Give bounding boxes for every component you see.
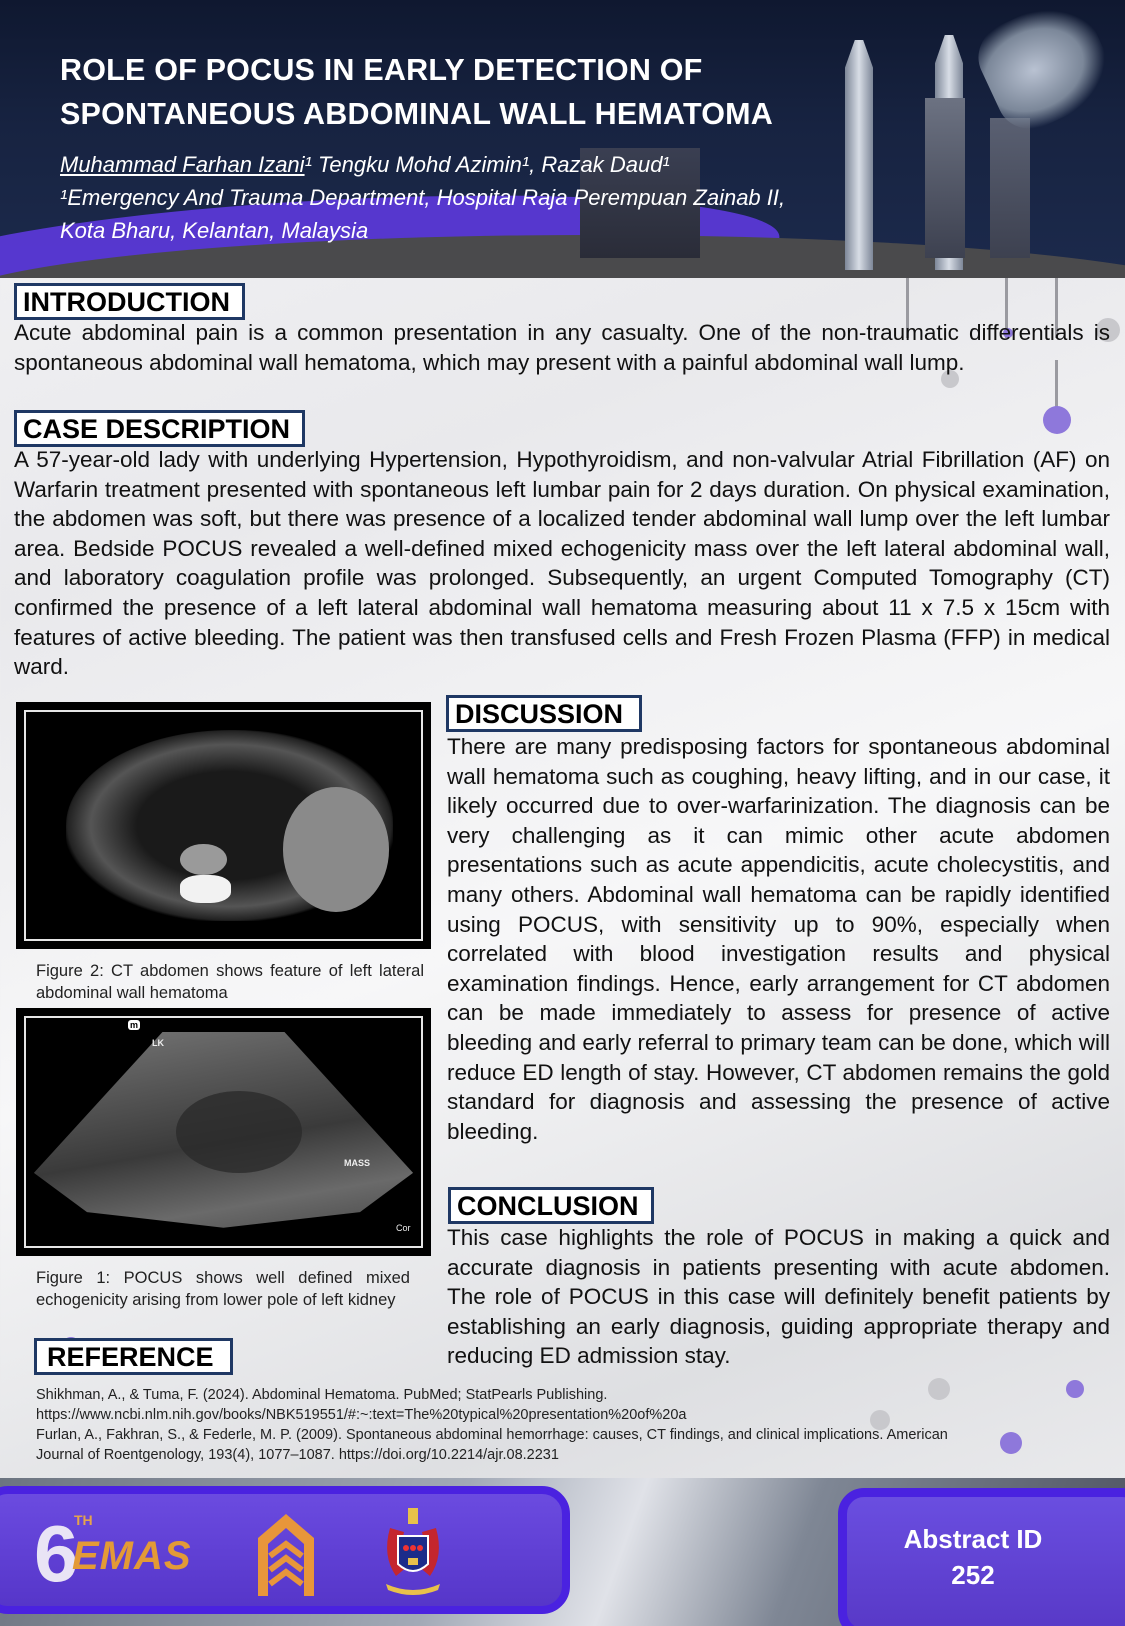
- discussion-text: There are many predisposing factors for spontaneous abdominal wall hematoma such as coughing, heavy lifting, and in our case, it likely occurred due to over-warfarinization. The diagnosis can be very challenging as it can mimic other acute abdomen presentations such as acute appendicitis, acute cholecystitis, and many others. Abdominal wall hematoma can be rapidly identified using POCUS, with sensitivity up to 90%, especially when correlated with blood investigation results and physical examination findings. Hence, early arrangement for CT abdomen can be made immediately to assess for presence of active bleeding and early referral to primary team can be done, which will reduce ED length of stay. However, CT abdomen remains the gold standard for diagnosis and assessing the presence of active bleeding.: [447, 734, 1110, 1144]
- reference-item: Furlan, A., Fakhran, S., & Federle, M. P. (2009). Spontaneous abdominal hemorrhage: causes, CT findings, and clinical implications. American: [36, 1427, 948, 1443]
- ct-abdomen-image: [16, 702, 431, 949]
- title-line-2: SPONTANEOUS ABDOMINAL WALL HEMATOMA: [60, 97, 774, 131]
- figure-1-caption: Figure 1: POCUS shows well defined mixed echogenicity arising from lower pole of left kidney: [36, 1269, 410, 1309]
- city-building: [925, 98, 965, 258]
- emas-logo-superscript: TH: [74, 1512, 93, 1528]
- mass-label: MASS: [344, 1158, 371, 1168]
- introduction-heading: INTRODUCTION: [14, 283, 245, 320]
- poster-footer: [0, 1478, 1125, 1626]
- reference-item: Journal of Roentgenology, 193(4), 1077–1087. https://doi.org/10.2214/ajr.08.2231: [36, 1447, 559, 1463]
- co-authors: Tengku Mohd Azimin¹, Razak Daud¹: [311, 152, 670, 177]
- abstract-id-label: Abstract ID: [903, 1524, 1043, 1554]
- mass-region: [176, 1091, 302, 1173]
- reference-item: Shikhman, A., & Tuma, F. (2024). Abdominal Hematoma. PubMed; StatPearls Publishing.: [36, 1387, 608, 1403]
- reference-list: [36, 1385, 1096, 1465]
- hospital-crest-icon: [378, 1506, 448, 1598]
- logo-panel: [0, 1486, 570, 1614]
- city-building: [990, 118, 1030, 258]
- discussion-heading: DISCUSSION: [446, 695, 642, 732]
- introduction-text: Acute abdominal pain is a common presentation in any casualty. One of the non-traumatic differentials is spontaneous abdominal wall hematoma, which may present with a painful abdominal wall lump.: [14, 320, 1110, 375]
- poster-header: [0, 0, 1125, 278]
- corner-label: Cor: [396, 1223, 411, 1233]
- figure-2-caption: Figure 2: CT abdomen shows feature of left lateral abdominal wall hematoma: [36, 962, 424, 1002]
- lk-label: LK: [152, 1038, 164, 1048]
- title-line-1: ROLE OF POCUS IN EARLY DETECTION OF: [60, 53, 703, 87]
- emas-logo-number: 6: [34, 1509, 79, 1598]
- author-list: [60, 148, 785, 181]
- conclusion-text: This case highlights the role of POCUS in making a quick and accurate diagnosis in patients presenting with acute abdomen. The role of POCUS in this case will definitely benefit patients by establishing an early diagnosis, guiding appropriate therapy and reducing ED admission stay.: [447, 1225, 1110, 1369]
- reference-link[interactable]: https://www.ncbi.nlm.nih.gov/books/NBK519551/#:~:text=The%20typical%20presentation%20of%20a: [36, 1407, 687, 1423]
- emas-logo-text: EMAS: [72, 1534, 192, 1578]
- molecule-node: [1043, 406, 1071, 434]
- presenter-superscript: ¹: [304, 152, 312, 177]
- affiliation-line-2: Kota Bharu, Kelantan, Malaysia: [60, 218, 369, 243]
- abstract-id-value: 252: [951, 1560, 995, 1590]
- case-description-heading: CASE DESCRIPTION: [14, 410, 305, 447]
- abstract-id-panel: [838, 1488, 1125, 1626]
- chevron-logo-icon: [258, 1514, 314, 1596]
- pocus-ultrasound-image: [16, 1008, 431, 1256]
- hematoma-region: [283, 787, 390, 912]
- poster-title: [60, 48, 880, 136]
- conclusion-heading: CONCLUSION: [448, 1187, 654, 1224]
- bone-region: [180, 875, 231, 902]
- reference-heading: REFERENCE: [34, 1338, 233, 1375]
- us-marker-label: m: [130, 1020, 139, 1030]
- affiliation-line-1: ¹Emergency And Trauma Department, Hospital Raja Perempuan Zainab II,: [60, 185, 786, 210]
- case-description-text: A 57-year-old lady with underlying Hypertension, Hypothyroidism, and non-valvular Atrial Fibrillation (AF) on Warfarin treatment presented with spontaneous left lumbar pain for 2 days duration. On physical examination, the abdomen was soft, but there was presence of a localized tender abdominal wall lump over the left lumbar area. Bedside POCUS revealed a well-defined mixed echogenicity mass over the left lateral abdominal wall, and laboratory coagulation profile was prolonged. Subsequently, an urgent Computed Tomography (CT) confirmed the presence of a left lateral abdominal wall hematoma measuring about 11 x 7.5 x 15cm with features of active bleeding. The patient was then transfused cells and Fresh Frozen Plasma (FFP) in medical ward.: [14, 447, 1110, 680]
- presenting-author: Muhammad Farhan Izani: [60, 152, 305, 177]
- author-block: [60, 148, 785, 247]
